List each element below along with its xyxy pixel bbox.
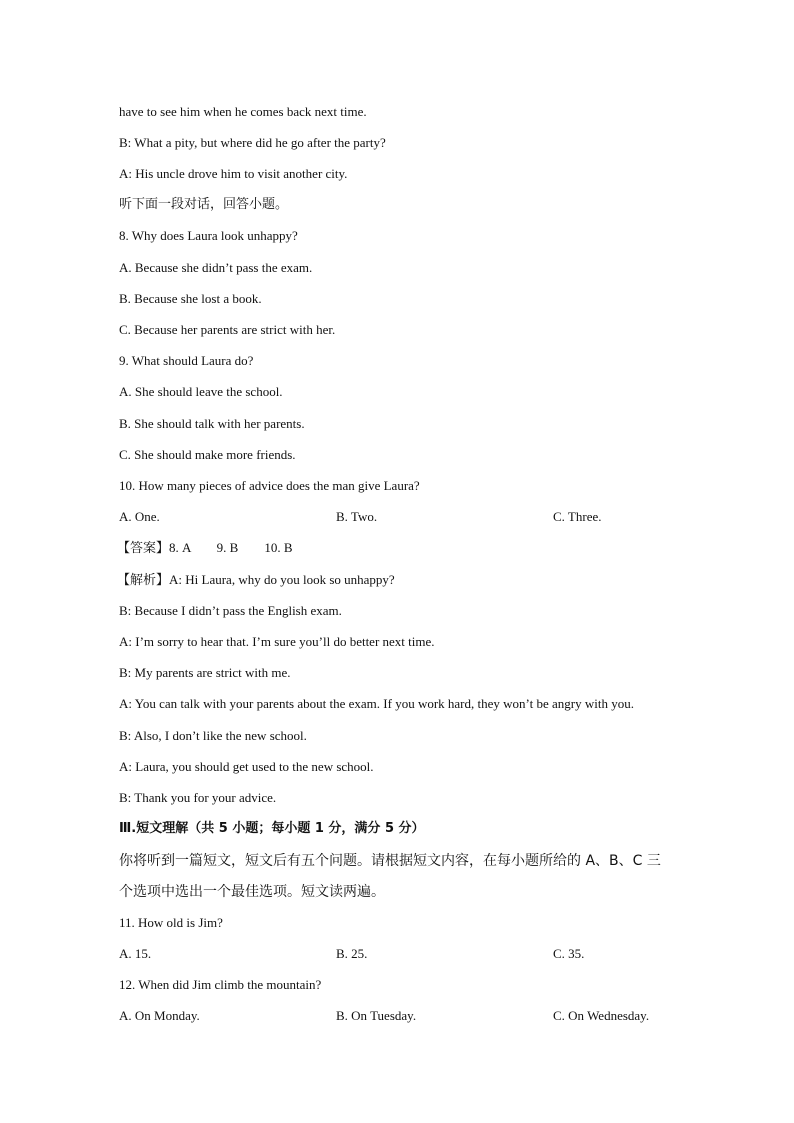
q11-option-a: A. 15. <box>119 946 152 961</box>
q8-option-c: C. Because her parents are strict with her. <box>119 322 336 337</box>
q9-option-c: C. She should make more friends. <box>119 447 296 462</box>
q9-option-b: B. She should talk with her parents. <box>119 416 305 431</box>
dialogue-line: B: What a pity, but where did he go after the party? <box>119 135 386 150</box>
analysis-line <box>117 571 395 590</box>
transcript-line: A: Laura, you should get used to the new school. <box>119 759 374 774</box>
question-10: 10. How many pieces of advice does the man give Laura? <box>119 478 420 493</box>
transcript-line: B: My parents are strict with me. <box>119 665 291 680</box>
answer-label: 【答案】 <box>117 541 170 556</box>
transcript-line: A: You can talk with your parents about the exam. If you work hard, they won’t be angry with you. <box>119 696 634 711</box>
q12-option-a: A. On Monday. <box>119 1008 200 1023</box>
transcript-line: A: I’m sorry to hear that. I’m sure you’ll do better next time. <box>119 634 435 649</box>
q10-option-a: A. One. <box>119 509 160 524</box>
question-9: 9. What should Laura do? <box>119 353 254 368</box>
analysis-label: 【解析】 <box>117 573 170 588</box>
transcript-line: B: Because I didn’t pass the English exam. <box>119 603 342 618</box>
q11-option-b: B. 25. <box>336 946 368 961</box>
question-11: 11. How old is Jim? <box>119 915 223 930</box>
q10-option-c: C. Three. <box>553 509 602 524</box>
q10-option-b: B. Two. <box>336 509 378 524</box>
transcript-line: B: Also, I don’t like the new school. <box>119 728 307 743</box>
dialogue-line: A: His uncle drove him to visit another city. <box>119 166 348 181</box>
answer-line <box>117 539 293 558</box>
question-8: 8. Why does Laura look unhappy? <box>119 228 298 243</box>
question-12: 12. When did Jim climb the mountain? <box>119 977 322 992</box>
answer-values: 8. A 9. B 10. B <box>169 540 293 555</box>
section-3-title: Ⅲ.短文理解（共 5 小题；每小题 1 分，满分 5 分） <box>119 821 425 836</box>
q12-option-b: B. On Tuesday. <box>336 1008 417 1023</box>
analysis-text: A: Hi Laura, why do you look so unhappy? <box>169 572 395 587</box>
q12-option-c: C. On Wednesday. <box>553 1008 650 1023</box>
q9-option-a: A. She should leave the school. <box>119 384 283 399</box>
section-3-intro: 个选项中选出一个最佳选项。短文读两遍。 <box>119 884 385 900</box>
q11-option-c: C. 35. <box>553 946 585 961</box>
transcript-line: B: Thank you for your advice. <box>119 790 277 805</box>
listening-instruction: 听下面一段对话，回答小题。 <box>119 197 289 212</box>
q8-option-b: B. Because she lost a book. <box>119 291 262 306</box>
section-3-intro: 你将听到一篇短文，短文后有五个问题。请根据短文内容，在每小题所给的 A、B、C 三 <box>119 853 661 869</box>
dialogue-line: have to see him when he comes back next time. <box>119 104 367 119</box>
q8-option-a: A. Because she didn’t pass the exam. <box>119 260 313 275</box>
